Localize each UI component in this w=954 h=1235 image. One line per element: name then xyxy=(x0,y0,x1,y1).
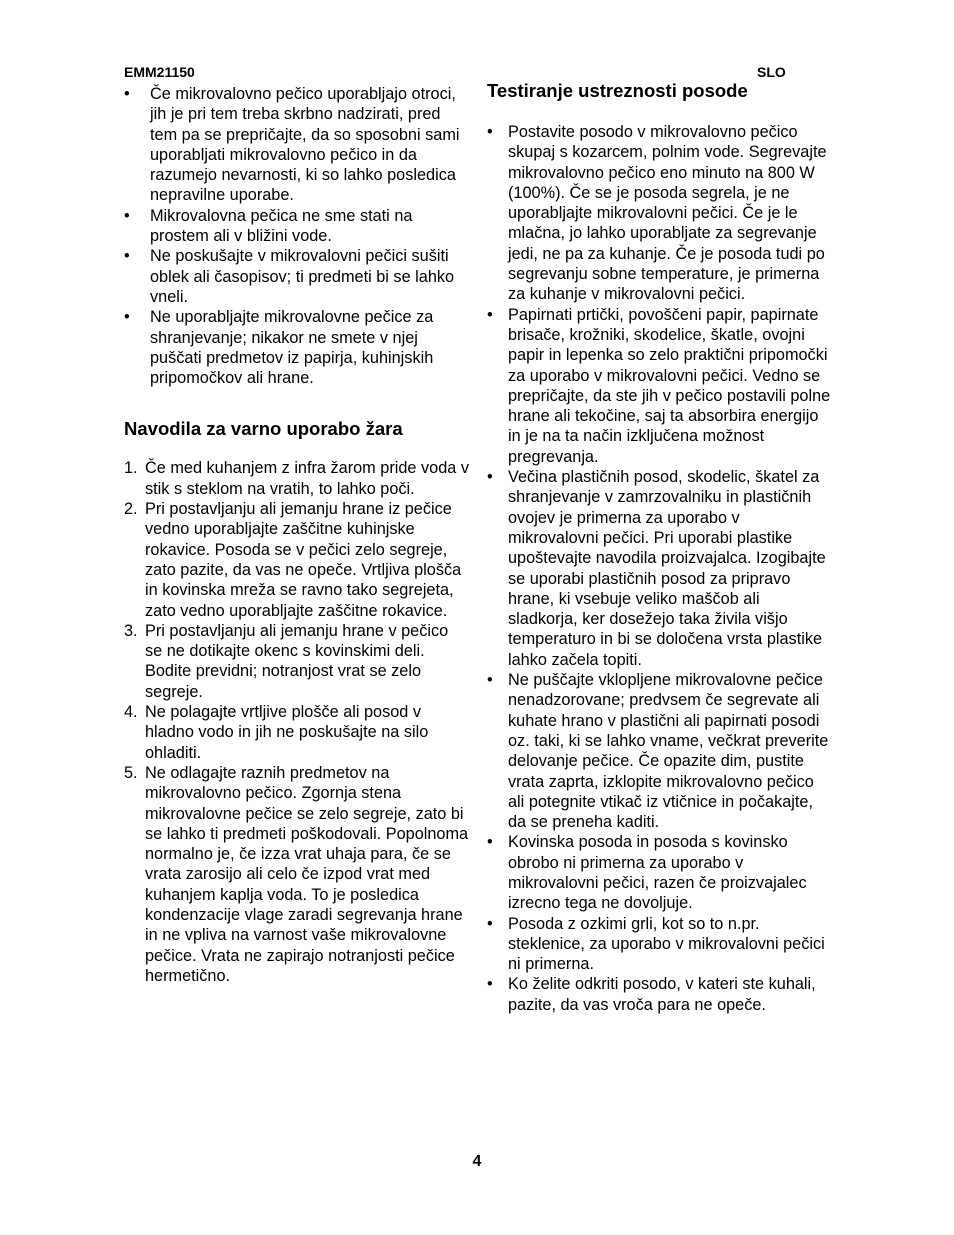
item-text: Ne polagajte vrtljive plošče ali posod v hladno vodo in jih ne poskušajte na silo ohladiti. xyxy=(145,703,429,762)
list-item: • Papirnati prtički, povoščeni papir, papirnate brisače, krožniki, skodelice, škatle, ovojni papir in lepenka so zelo praktični pripomočki za uporabo v mikrovalovni pečici. Vedno se prepričajte, da ste jih v pečico postavili polne hrane ali tekočine, saj ta absorbira energijo in je na ta način izključena možnost pregrevanja. xyxy=(487,305,832,467)
list-item: • Kovinska posoda in posoda s kovinsko obrobo ni primerna za uporabo v mikrovalovni pečici, razen če proizvajalec izrecno tega ne dovoljuje. xyxy=(487,832,832,913)
item-number: 4. xyxy=(124,703,138,722)
item-number: 2. xyxy=(124,500,138,519)
list-item: • Večina plastičnih posod, skodelic, škatel za shranjevanje v zamrzovalniku in plastičnih ovojev je primerna za uporabo v mikrovalovni pečici. Pri uporabi plastike upoštevajte navodila proizvajalca. Izogibajte se uporabi plastičnih posod za pripravo hrane, ki vsebuje veliko maščob ali sladkorja, ker dosežejo taka živila višjo temperaturo in bi se določena vrsta plastike lahko začela topiti. xyxy=(487,467,832,670)
page-number: 4 xyxy=(472,1153,482,1170)
section-title-grill-safety: Navodila za varno uporabo žara xyxy=(124,418,403,440)
item-text: Če med kuhanjem z infra žarom pride voda v stik s steklom na vratih, to lahko poči. xyxy=(145,459,469,498)
numbered-item xyxy=(124,499,469,621)
list-item: • Če mikrovalovno pečico uporabljajo otroci, jih je pri tem treba skrbno nadzirati, pred tem pa se prepričajte, da so sposobni sami uporabljati mikrovalovno pečico in da razumejo nevarnosti, ki so lahko posledica nepravilne uporabe. xyxy=(124,84,469,206)
item-number: 5. xyxy=(124,763,138,782)
item-number: 1. xyxy=(124,459,138,478)
model-number: EMM21150 xyxy=(124,64,195,80)
dish-testing-bullet-list xyxy=(487,122,832,1015)
numbered-item xyxy=(124,763,469,986)
language-code: SLO xyxy=(757,64,786,80)
list-item: • Ne puščajte vklopljene mikrovalovne pečice nenadzorovane; predvsem če segrevate ali kuhate hrano v plastični ali papirnati posodi oz. taki, ki se lahko vname, večkrat preverite delovanje pečice. Če opazite dim, pustite vrata zaprta, izklopite mikrovalovno pečico ali potegnite vtikač iz vtičnice in počakajte, da se preneha kaditi. xyxy=(487,670,832,832)
item-number: 3. xyxy=(124,621,138,640)
numbered-item xyxy=(124,702,469,763)
list-item: • Posoda z ozkimi grli, kot so to n.pr. steklenice, za uporabo v mikrovalovni pečici ni primerna. xyxy=(487,914,832,975)
item-text: Ne odlagajte raznih predmetov na mikrovalovno pečico. Zgornja stena mikrovalovne pečice se zelo segreje, zato bi se lahko ti predmeti poškodovali. Popolnoma normalno je, če izza vrat uhaja para, če se vrata zarosijo ali celo če izpod vrat med kuhanjem kaplja voda. To je posledica kondenzacije vlage zaradi segrevanja hrane in ne vpliva na varnost vaše mikrovalovne pečice. Vrata ne zapirajo notranjosti pečice hermetično. xyxy=(145,763,469,985)
safety-bullet-list xyxy=(124,84,469,388)
list-item: • Mikrovalovna pečica ne sme stati na prostem ali v bližini vode. xyxy=(124,206,469,247)
left-column xyxy=(124,84,469,986)
list-item: • Ne uporabljajte mikrovalovne pečice za shranjevanje; nikakor ne smete v njej puščati predmetov iz papirja, kuhinjskih pripomočkov ali hrane. xyxy=(124,307,469,388)
list-item: • Postavite posodo v mikrovalovno pečico skupaj s kozarcem, polnim vode. Segrevajte mikrovalovno pečico eno minuto na 800 W (100%). Če se je posoda segrela, je ne uporabljajte mikrovalovni pečici. Če je le mlačna, jo lahko uporabljate za segrevanje jedi, ne pa za kuhanje. Če je posoda tudi po segrevanju sobne temperature, je primerna za kuhanje v mikrovalovni pečici. xyxy=(487,122,832,305)
list-item: • Ko želite odkriti posodo, v kateri ste kuhali, pazite, da vas vroča para ne opeče. xyxy=(487,974,832,1015)
grill-instructions-list xyxy=(124,458,469,986)
numbered-item xyxy=(124,458,469,499)
item-text: Pri postavljanju ali jemanju hrane v pečico se ne dotikajte okenc s kovinskimi deli. Bodite previdni; notranjost vrat se zelo segreje. xyxy=(145,621,449,701)
list-item: • Ne poskušajte v mikrovalovni pečici sušiti oblek ali časopisov; ti predmeti bi se lahko vneli. xyxy=(124,246,469,307)
right-column xyxy=(487,80,832,1015)
numbered-item xyxy=(124,621,469,702)
section-title-dish-testing: Testiranje ustreznosti posode xyxy=(487,80,748,101)
item-text: Pri postavljanju ali jemanju hrane iz pečice vedno uporabljajte zaščitne kuhinjske rokavice. Posoda se v pečici zelo segreje, zato pazite, da vas ne opeče. Vrtljiva plošča in kovinska mreža se ravno tako segrejeta, zato vedno uporabljajte zaščitne rokavice. xyxy=(145,500,462,620)
